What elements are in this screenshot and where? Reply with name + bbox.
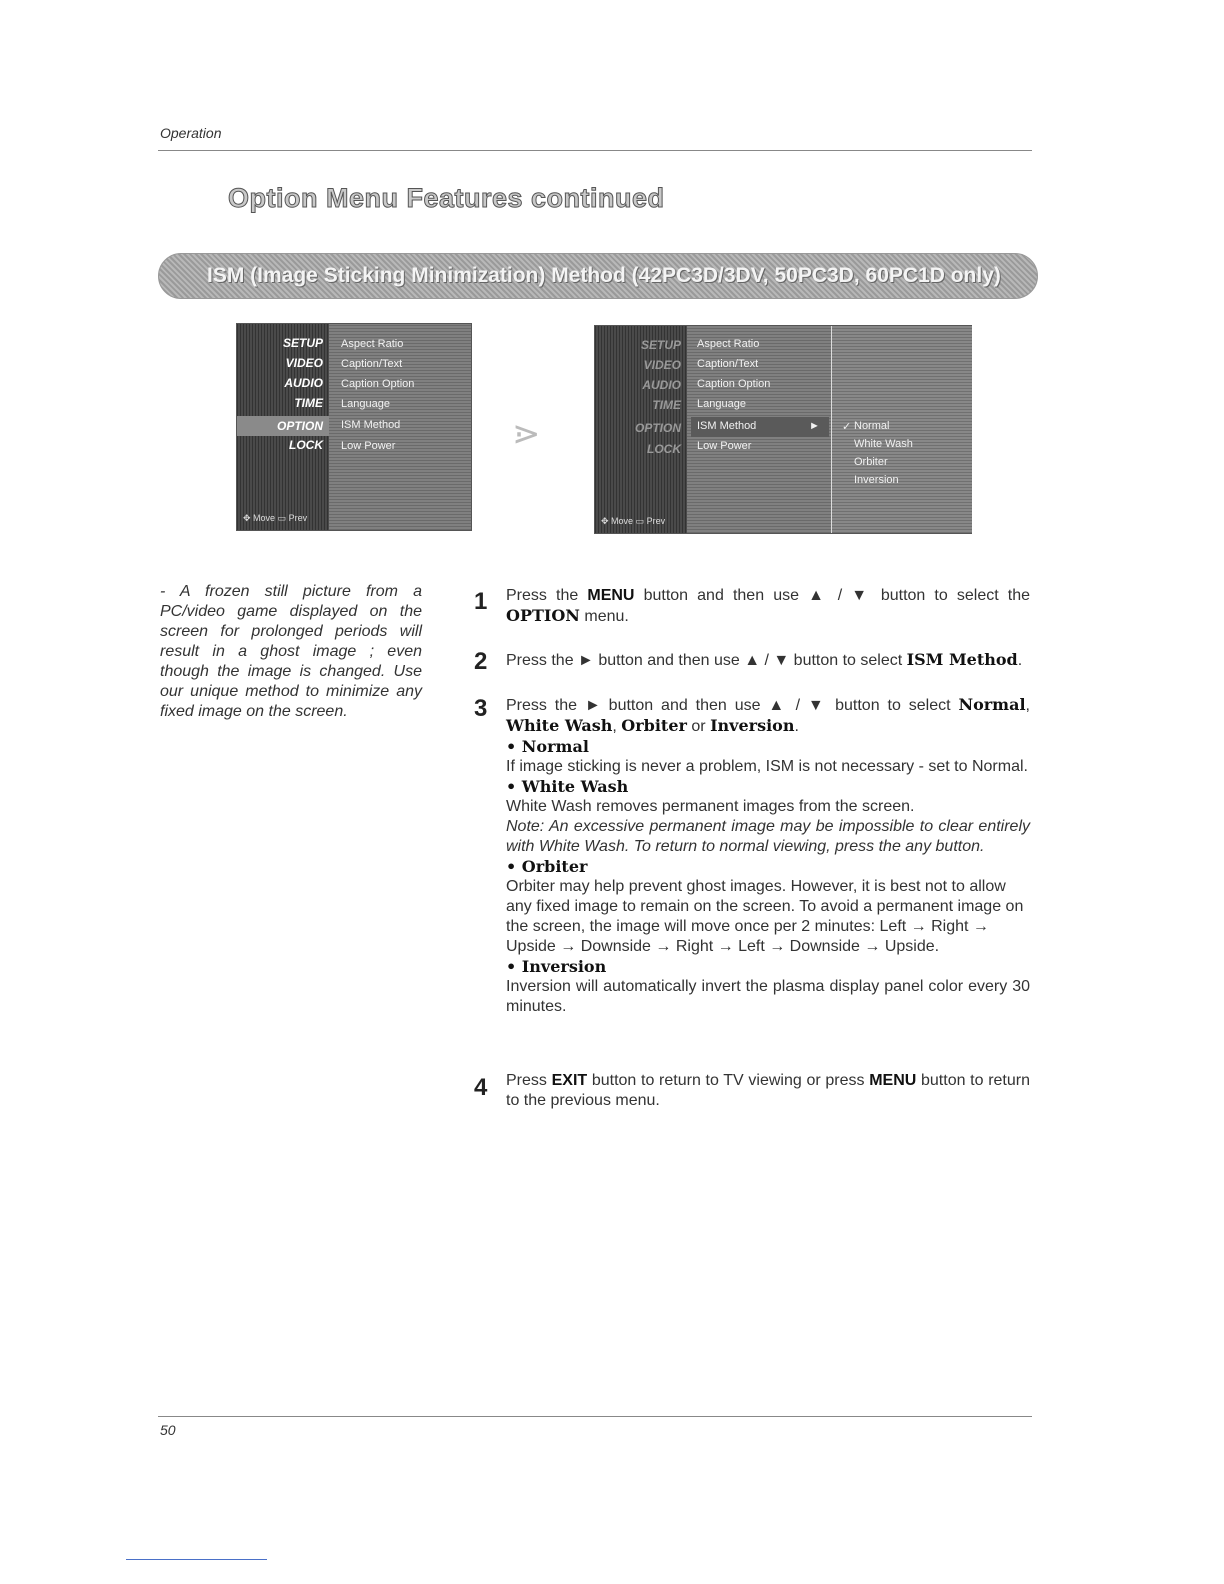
- menu-item: Caption Option: [341, 378, 415, 390]
- menu-item: Low Power: [697, 440, 752, 452]
- top-divider: [158, 150, 1032, 151]
- step-text: button and then use ▲ / ▼ button to select the: [634, 587, 1031, 604]
- menu-item: Language: [697, 398, 746, 410]
- step-text: or: [686, 718, 711, 735]
- submenu-item: White Wash: [854, 438, 913, 450]
- submenu-item: Orbiter: [854, 456, 888, 468]
- category-option: OPTION: [276, 419, 323, 433]
- step-1: [506, 586, 1030, 627]
- step-text: menu.: [579, 608, 629, 625]
- option-normal-text: If image sticking is never a problem, ISM is not necessary - set to Normal.: [506, 758, 1028, 775]
- menu-item: Caption/Text: [341, 358, 403, 370]
- step-text: Press the ► button and then use ▲ / ▼ button to select: [506, 652, 907, 669]
- step-number: 4: [474, 1074, 488, 1101]
- step-2: [506, 650, 1030, 671]
- category-time: TIME: [652, 398, 681, 412]
- step-text: ,: [1025, 697, 1030, 714]
- option-orbiter-title: • Orbiter: [506, 857, 588, 876]
- menu-key-icon: ▭: [277, 513, 289, 523]
- category-audio: AUDIO: [284, 376, 323, 390]
- category-audio: AUDIO: [642, 378, 681, 392]
- option-orbiter-text: Orbiter may help prevent ghost images. However, it is best not to allow any fixed image to remain on the screen. To avoid a permanent image on the screen, the image will move once per 2 minutes: Left → Right → Upside → Downside → Right → Left → Downside → Upside.: [506, 878, 1024, 955]
- side-note: - A frozen still picture from a PC/video game displayed on the screen for prolonged periods will result in a ghost image ; even though the image is changed. Use our unique method to minimize any fixed image on the screen.: [160, 583, 422, 720]
- category-setup: SETUP: [640, 338, 681, 352]
- category-lock: LOCK: [647, 442, 681, 456]
- step-bold: Inversion: [710, 716, 795, 735]
- option-whitewash-text: White Wash removes permanent images from the screen.: [506, 798, 915, 815]
- category-time: TIME: [294, 396, 323, 410]
- step-text: Press: [506, 1072, 552, 1089]
- category-option: OPTION: [634, 421, 681, 435]
- footer-prev: Prev: [646, 516, 666, 526]
- menu-item: Caption/Text: [697, 358, 759, 370]
- category-video: VIDEO: [285, 356, 323, 370]
- category-column: [595, 326, 687, 533]
- banner-title: ISM (Image Sticking Minimization) Method (42PC3D/3DV, 50PC3D, 60PC1D only): [207, 264, 1001, 287]
- option-whitewash-title: • White Wash: [506, 777, 629, 796]
- step-number: 3: [474, 695, 488, 722]
- category-lock: LOCK: [289, 438, 323, 452]
- submenu-item: Normal: [854, 420, 890, 432]
- bottom-accent-line: [126, 1559, 267, 1560]
- option-whitewash-note: Note: An excessive permanent image may be impossible to clear entirely with White Wash. To return to normal viewing, press the any button.: [506, 818, 1030, 855]
- menu-item: ISM Method: [341, 419, 401, 431]
- footer-prev: Prev: [288, 513, 308, 523]
- menu-item: Aspect Ratio: [697, 338, 760, 350]
- category-video: VIDEO: [643, 358, 681, 372]
- submenu-panel: [831, 326, 972, 533]
- move-icon: ✥: [601, 516, 612, 526]
- step-text: button to return to the previous menu.: [506, 1072, 1031, 1109]
- menu-screenshot-2: [594, 325, 972, 534]
- step-text: ,: [612, 718, 622, 735]
- menu-item: Language: [341, 398, 390, 410]
- menu-footer: [601, 516, 665, 527]
- bottom-divider: [158, 1416, 1032, 1417]
- option-inversion-text: Inversion will automatically invert the plasma display panel color every 30 minutes.: [506, 978, 1030, 1015]
- step-text: Press the: [506, 587, 588, 604]
- step-bold: MENU: [587, 587, 635, 604]
- menu-footer: [243, 513, 307, 524]
- page-number: 50: [160, 1422, 176, 1438]
- category-setup: SETUP: [282, 336, 323, 350]
- step-3: [506, 695, 1030, 1017]
- option-normal-title: • Normal: [506, 737, 589, 756]
- step-text: Press the ► button and then use ▲ / ▼ button to select: [506, 697, 959, 714]
- category-column: [237, 324, 329, 530]
- menu-item: Low Power: [341, 440, 396, 452]
- menu-item: Caption Option: [697, 378, 771, 390]
- step-text: button to return to TV viewing or press: [587, 1072, 870, 1089]
- move-icon: ✥: [243, 513, 254, 523]
- step-4: [506, 1071, 1030, 1111]
- step-3-intro: [506, 695, 1030, 737]
- menu-screenshot-1: [236, 323, 472, 531]
- submenu-item: Inversion: [854, 474, 899, 486]
- next-arrow-icon: ⋗: [512, 415, 541, 453]
- step-number: 1: [474, 588, 488, 615]
- page-title: Option Menu Features continued: [228, 183, 665, 213]
- footer-move: Move: [611, 516, 634, 526]
- step-bold: Normal: [958, 695, 1026, 714]
- step-bold: OPTION: [506, 606, 580, 625]
- step-bold: MENU: [869, 1072, 917, 1089]
- right-triangle-icon: ►: [809, 420, 820, 432]
- checkmark-icon: ✓: [842, 421, 852, 433]
- step-text: .: [1017, 652, 1023, 669]
- section-banner: [158, 253, 1038, 299]
- option-inversion-title: • Inversion: [506, 957, 607, 976]
- menu-item-selected: ISM Method: [697, 420, 757, 432]
- step-number: 2: [474, 648, 488, 675]
- footer-move: Move: [253, 513, 276, 523]
- step-text: .: [794, 718, 799, 735]
- menu-item: Aspect Ratio: [341, 338, 404, 350]
- step-bold: Orbiter: [621, 716, 687, 735]
- step-bold: White Wash: [506, 716, 613, 735]
- section-label: Operation: [160, 125, 222, 141]
- menu-key-icon: ▭: [635, 516, 647, 526]
- step-bold: ISM Method: [906, 650, 1018, 669]
- step-bold: EXIT: [551, 1072, 588, 1089]
